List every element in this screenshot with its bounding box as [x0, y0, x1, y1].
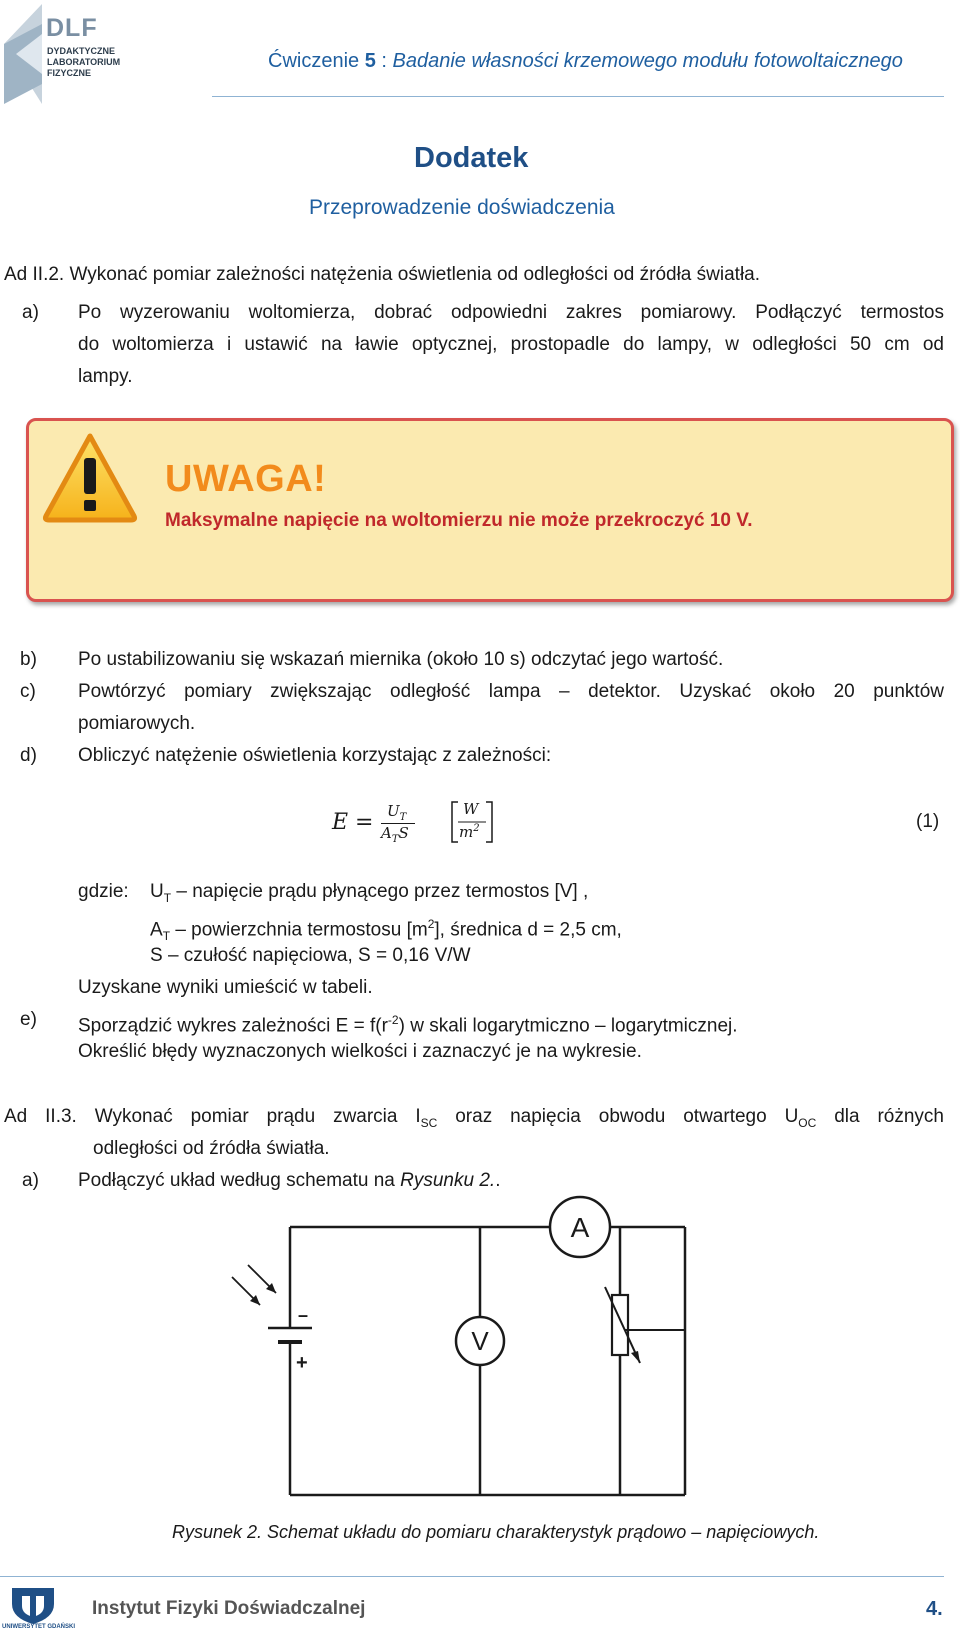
- circuit-svg: [220, 1195, 720, 1515]
- ad23-a-text-it: Rysunku 2.: [400, 1170, 496, 1191]
- step-a-line2: do woltomierza i ustawić na ławie optycznej, prostopadle do lampy, w odległości 50 cm od: [78, 334, 944, 355]
- footer-rule: [0, 1576, 944, 1577]
- header-title-rest: Badanie własności krzemowego modułu fotowoltaicznego: [392, 50, 903, 72]
- step-e-line1-b: ) w skali logarytmiczno – logarytmicznej.: [398, 1015, 738, 1037]
- warning-triangle-icon: [40, 430, 140, 525]
- eq-unit-den-sym: m: [459, 823, 474, 841]
- logo-sub-line: LABORATORIUM: [47, 57, 121, 67]
- ad23-l1-c: dla różnych: [816, 1106, 944, 1127]
- ad23-l1-a: Ad II.3. Wykonać pomiar prądu zwarcia I: [4, 1106, 421, 1127]
- where-a-desc2: ], średnica d = 2,5 cm,: [434, 919, 622, 941]
- ad23-a-text-pre: Podłączyć układ według schematu na: [78, 1170, 401, 1191]
- header-title-number: 5: [364, 50, 376, 72]
- ad23-line1: [4, 1105, 944, 1135]
- header-title: [268, 50, 903, 73]
- university-logo-text: UNIWERSYTET GDAŃSKI: [2, 1624, 76, 1630]
- warning-text: Maksymalne napięcie na woltomierzu nie może przekroczyć 10 V.: [165, 510, 753, 531]
- where-u: [150, 880, 588, 910]
- ad22-intro: Ad II.2. Wykonać pomiar zależności natężenia oświetlenia od odległości od źródła światła.: [4, 264, 761, 285]
- ad23-l1-sub1: SC: [420, 1115, 438, 1130]
- ammeter-label: A: [570, 1212, 590, 1243]
- header-title-sep: :: [381, 50, 387, 72]
- circuit-diagram: [220, 1195, 720, 1515]
- eq-unit-den-sup: 2: [473, 823, 480, 834]
- equation-number: (1): [916, 811, 940, 832]
- footer-institute: Instytut Fizyki Doświadczalnej: [92, 1598, 366, 1619]
- battery-plus: +: [296, 1352, 308, 1374]
- step-b-text: Po ustabilizowaniu się wskazań miernika (około 10 s) odczytać jego wartość.: [78, 649, 724, 670]
- section-title: Dodatek: [414, 142, 529, 174]
- where-a-sym: A: [150, 919, 163, 941]
- where-s: S – czułość napięciowa, S = 0,16 V/W: [150, 945, 471, 966]
- step-d-label: d): [20, 745, 37, 766]
- equation-unit-den: [459, 823, 480, 841]
- step-d-text: Obliczyć natężenie oświetlenia korzystając z zależności:: [78, 745, 552, 766]
- where-a: [150, 912, 622, 948]
- header-title-prefix: Ćwiczenie: [268, 50, 360, 72]
- equation-denominator: [381, 824, 409, 845]
- eq-den-sub: T: [391, 834, 399, 845]
- ad23-l1-b: oraz napięcia obwodu otwartego U: [437, 1106, 799, 1127]
- step-c-line1: Powtórzyć pomiary zwiększając odległość lampa – detektor. Uzyskać około 20 punktów: [78, 681, 944, 702]
- step-a-label: a): [22, 302, 39, 323]
- where-a-sub: T: [162, 929, 171, 944]
- step-e-line1: [78, 1008, 738, 1038]
- step-e-line1-sup: -2: [387, 1013, 399, 1027]
- footer-page-number: 4.: [926, 1598, 943, 1620]
- step-c-line2: pomiarowych.: [78, 713, 196, 734]
- where-results: Uzyskane wyniki umieścić w tabeli.: [78, 977, 373, 998]
- step-b-label: b): [20, 649, 37, 670]
- step-a-line1: Po wyzerowaniu woltomierza, dobrać odpowiedni zakres pomiarowy. Podłączyć termostos: [78, 302, 944, 323]
- step-a-line3: lampy.: [78, 366, 133, 387]
- logo-text: DLF: [46, 14, 98, 42]
- where-a-sup: 2: [427, 917, 435, 931]
- ad23-a-label: a): [22, 1170, 39, 1191]
- voltmeter-label: V: [471, 1326, 489, 1356]
- ad23-a-text-post: .: [495, 1170, 501, 1191]
- ad23-a-text: [78, 1169, 500, 1193]
- where-u-desc: – napięcie prądu płynącego przez termostos [V] ,: [176, 881, 589, 902]
- equation-numerator: [387, 802, 406, 823]
- step-c-label: c): [20, 681, 36, 702]
- ad23-line2: odległości od źródła światła.: [93, 1138, 330, 1159]
- logo-sub-line: FIZYCZNE: [47, 68, 91, 78]
- ad23-l1-sub2: OC: [798, 1115, 817, 1130]
- where-a-desc1: – powierzchnia termostosu [m: [175, 919, 428, 941]
- step-e-label: e): [20, 1009, 37, 1030]
- step-e-line1-a: Sporządzić wykres zależności E = f(r: [78, 1015, 388, 1037]
- where-label: gdzie:: [78, 881, 129, 902]
- figure-caption: Rysunek 2. Schemat układu do pomiaru charakterystyk prądowo – napięciowych.: [172, 1522, 820, 1542]
- where-u-sym: U: [150, 881, 164, 902]
- equation-unit-num: W: [463, 800, 479, 818]
- battery-minus: –: [298, 1305, 309, 1325]
- eq-num-sub: T: [399, 812, 407, 823]
- header-rule: [212, 96, 944, 97]
- where-u-sub: T: [163, 890, 172, 905]
- equation-lhs: E =: [332, 810, 374, 835]
- logo-sub-line: DYDAKTYCZNE: [47, 46, 116, 56]
- logo-subtitle: [47, 46, 120, 79]
- section-subtitle: Przeprowadzenie doświadczenia: [309, 196, 615, 219]
- step-e-line2: Określić błędy wyznaczonych wielkości i zaznaczyć je na wykresie.: [78, 1041, 642, 1062]
- warning-title: UWAGA!: [165, 458, 327, 500]
- eq-num-sym: U: [387, 802, 400, 820]
- eq-den-sym: A: [381, 824, 392, 842]
- eq-den-tail: S: [398, 824, 409, 842]
